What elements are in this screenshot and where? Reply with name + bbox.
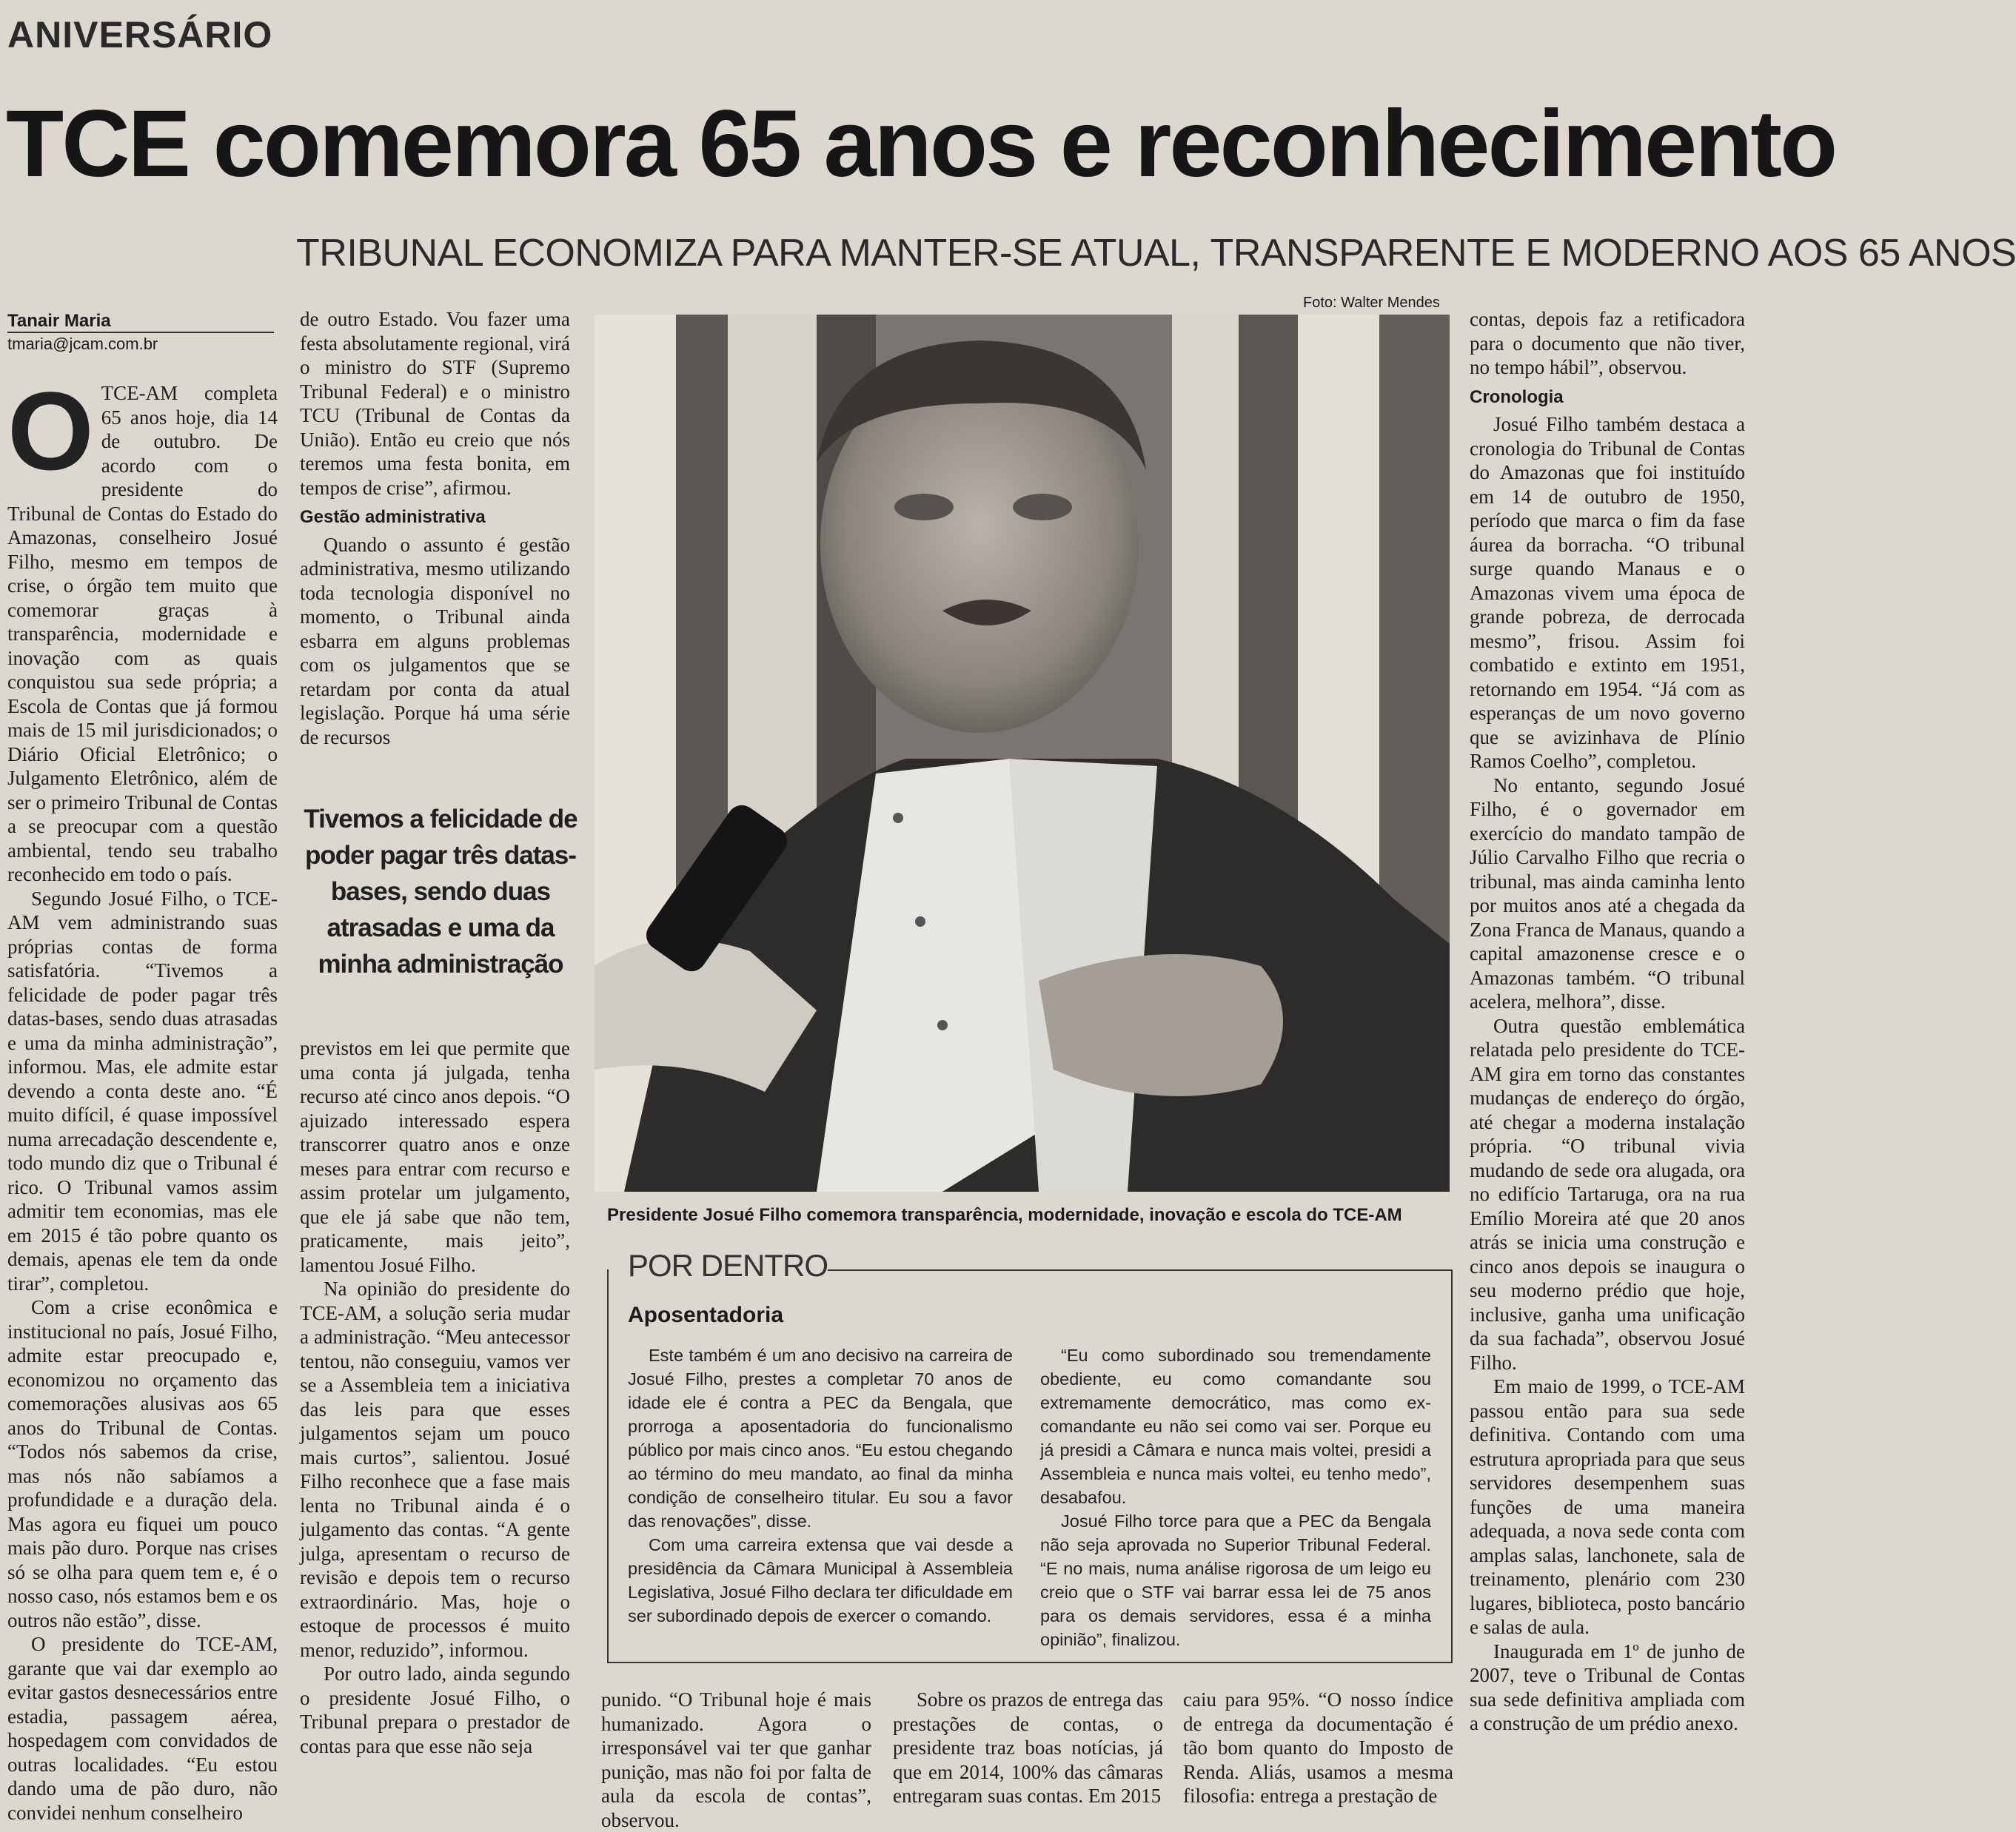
article-column-5-bottom (1183, 1688, 1453, 1808)
article-column-2-top (300, 307, 570, 749)
section-kicker: ANIVERSÁRIO (7, 14, 273, 56)
paragraph: Em maio de 1999, o TCE-AM passou então para sua sede definitiva. Contando com uma estrutura apropriada para que seus servidores desempenhem suas funções de uma maneira adequada, a nova sede conta com amplas salas, lanchonete, sala de treinamento, plenário com 230 lugares, biblioteca, posto bancário e salas de aula. (1470, 1375, 1745, 1638)
drop-cap: O (7, 369, 94, 493)
sidebar-column-right (1040, 1343, 1431, 1651)
paragraph: Outra questão emblemática relatada pelo presidente do TCE-AM gira em torno das constantes mudanças de endereço do órgão, até chegar a moderna instalação própria. “O tribunal vivia mudando de sede ora alugada, ora no edifício Tartaruga, ora na rua Emílio Moreira até que 20 anos atrás se inicia uma construção e cinco anos depois se inaugura o seu moderno prédio que hoje, inclusive, ganha uma unificação da sua fachada”, observou Josué Filho. (1470, 1014, 1745, 1374)
article-column-3-bottom (601, 1688, 871, 1832)
subheadline: TRIBUNAL ECONOMIZA PARA MANTER-SE ATUAL, TRANSPARENTE E MODERNO AOS 65 ANOS (296, 232, 2016, 275)
paragraph: Este também é um ano decisivo na carreira de Josué Filho, prestes a completar 70 anos de idade ele é contra a PEC da Bengala, que prorroga a aposentadoria do funcionalismo público por mais cinco anos. “Eu estou chegando ao término do meu mandato, ao final da minha condição de conselheiro titular. Eu sou a favor das renovações”, disse. (628, 1346, 1013, 1531)
paragraph: punido. “O Tribunal hoje é mais humanizado. Agora o irresponsável vai ter que ganhar punição, mas não foi por falta de aula da escola de contas”, observou. (601, 1688, 871, 1831)
paragraph: de outro Estado. Vou fazer uma festa absolutamente regional, virá o ministro do STF (Supremo Tribunal Federal) e o ministro TCU (Tribunal de Contas da União). Então eu creio que nós teremos uma festa bonita, em tempos de crise”, afirmou. (300, 308, 570, 499)
paragraph: Josué Filho também destaca a cronologia do Tribunal de Contas do Amazonas que foi instituído em 14 de outubro de 1950, período que marca o fim da fase áurea da borracha. “O tribunal surge quando Manaus e o Amazonas vivem uma época de grande pobreza, de derrocada mesmo”, frisou. Assim foi combatido e extinto em 1951, retornando em 1954. “Já com as esperanças de um novo governo que se avizinhava de Plínio Ramos Coelho”, completou. (1470, 413, 1745, 772)
paragraph: Segundo Josué Filho, o TCE-AM vem administrando suas próprias contas de forma satisfatória. “Tivemos a felicidade de poder pagar três datas-bases, sendo duas atrasadas e uma da minha administração”, informou. Mas, ele admite estar devendo a conta deste ano. “É muito difícil, é quase impossível numa arrecadação descendente e, todo mundo diz que o Tribunal é rico. O Tribunal vamos assim admitir tem economias, mas ele em 2015 é tão pobre quanto os demais, apenas ele tem da onde tirar”, completou. (7, 887, 278, 1295)
paragraph: Inaugurada em 1º de junho de 2007, teve o Tribunal de Contas sua sede definitiva ampliada com a construção de um prédio anexo. (1470, 1640, 1745, 1734)
photo-caption: Presidente Josué Filho comemora transparência, modernidade, inovação e escola do TCE-AM (607, 1205, 1402, 1225)
news-photo (595, 315, 1450, 1192)
paragraph: No entanto, segundo Josué Filho, é o governador em exercício do mandato tampão de Júlio Carvalho Filho que recria o tribunal, mas ainda caminha lento por muitos anos até a chegada da Zona Franca de Manaus, quando a capital amazonense cresce e o Amazonas também. “O tribunal acelera, melhora”, disse. (1470, 774, 1745, 1013)
sidebar-label: POR DENTRO (628, 1248, 828, 1283)
paragraph: TCE-AM completa 65 anos hoje, dia 14 de outubro. De acordo com o presidente do Tribunal de Contas do Estado do Amazonas, conselheiro Josué Filho, mesmo em tempos de crise, o órgão tem muito que comemorar graças à transparência, modernidade e inovação com as quais conquistou sua sede própria; a Escola de Contas que já formou mais de 15 mil jurisdicionados; o Diário Oficial Eletrônico; o Julgamento Eletrônico, além de ser o primeiro Tribunal de Contas a se preocupar com a questão ambiental, tendo seu trabalho reconhecido em todo o país. (7, 382, 278, 885)
byline-rule (7, 332, 274, 333)
subheading-gestao: Gestão administrativa (300, 507, 486, 527)
byline-author: Tanair Maria (7, 311, 111, 331)
paragraph: “Eu como subordinado sou tremendamente obediente, eu como comandante sou extremamente democrático, mas como ex-comandante eu não sei como vai ser. Porque eu já presidi a Câmara e nunca mais voltei, presidi a Assembleia e nunca mais voltei, eu tenho medo”, desabafou. (1040, 1346, 1431, 1507)
paragraph: Com uma carreira extensa que vai desde a presidência da Câmara Municipal à Assembleia Legislativa, Josué Filho declara ter dificuldade em ser subordinado depois de exercer o comando. (628, 1535, 1013, 1625)
paragraph: Por outro lado, ainda segundo o presidente Josué Filho, o Tribunal prepara o prestador de contas para que esse não seja (300, 1662, 570, 1757)
sidebar-title: Aposentadoria (628, 1303, 784, 1327)
paragraph: Com a crise econômica e institucional no país, Josué Filho, admite estar preocupado e, economizou no orçamento das comemorações alusivas aos 65 anos do Tribunal de Contas. “Todos nós sabemos da crise, mas nós não sabíamos a profundidade e a duração dela. Mas agora eu fiquei um pouco mais pão duro. Porque nas crises só se olha para quem tem e, é o nosso caso, nós estamos bem e os outros não estão”, disse. (7, 1296, 278, 1631)
article-column-4-bottom (893, 1688, 1163, 1808)
paragraph: O presidente do TCE-AM, garante que vai dar exemplo ao evitar gastos desnecessários entre estadia, passagem aérea, hospedagem com convidados de outras localidades. “Eu estou dando uma de pão duro, não convidei nenhum conselheiro (7, 1633, 278, 1824)
pull-quote: Tivemos a felicidade de poder pagar três datas-bases, sendo duas atrasadas e uma da minha administração (304, 805, 577, 979)
paragraph: caiu para 95%. “O nosso índice de entrega da documentação é tão bom quanto do Imposto de Renda. Aliás, usamos a mesma filosofia: entrega a prestação de (1183, 1688, 1453, 1807)
headline: TCE comemora 65 anos e reconhecimento (6, 91, 1836, 197)
paragraph: Quando o assunto é gestão administrativa, mesmo utilizando toda tecnologia disponível no momento, o Tribunal ainda esbarra em alguns problemas com os julgamentos que se retardam por conta da atual legislação. Porque há uma série de recursos (300, 533, 570, 748)
portrait-image (595, 315, 1450, 1192)
paragraph: contas, depois faz a retificadora para o documento que não tiver, no tempo hábil”, observou. (1470, 308, 1745, 378)
sidebar-column-left (628, 1343, 1013, 1628)
article-column-2-bottom (300, 1036, 570, 1758)
paragraph: previstos em lei que permite que uma conta já julgada, tenha recurso até cinco anos depois. “O ajuizado interessado espera transcorrer quatro anos e onze meses para entrar com recurso e assim protelar um julgamento, que ele já sabe que não tem, praticamente, mais jeito”, lamentou Josué Filho. (300, 1037, 570, 1276)
sidebar-rule (828, 1269, 1451, 1271)
subheading-cronologia: Cronologia (1470, 386, 1564, 407)
paragraph: Na opinião do presidente do TCE-AM, a solução seria mudar a administração. “Meu antecessor tentou, não conseguiu, vamos ver se a Assembleia tem a iniciativa das leis para que esses julgamentos sejam um pouco mais curtos”, salientou. Josué Filho reconhece que a fase mais lenta no Tribunal ainda é o julgamento das contas. “A gente julga, apresentam o recurso de revisão e depois tem o recurso extraordinário. Mas, hoje o estoque de processos é muito menor, reduzido”, informou. (300, 1278, 570, 1661)
paragraph: Sobre os prazos de entrega das prestações de contas, o presidente traz boas notícias, já que em 2014, 100% das câmaras entregaram suas contas. Em 2015 (893, 1688, 1163, 1807)
byline-email[interactable]: tmaria@jcam.com.br (7, 335, 158, 353)
article-column-6 (1470, 307, 1745, 1736)
article-column-1 (7, 369, 278, 1825)
photo-credit: Foto: Walter Mendes (1303, 295, 1440, 311)
paragraph: Josué Filho torce para que a PEC da Bengala não seja aprovada no Superior Tribunal Federal. “E no mais, numa análise rigorosa de um leigo eu creio que o STF vai barrar essa lei de 75 anos para os demais servidores, essa é a minha opinião”, finalizou. (1040, 1511, 1431, 1649)
